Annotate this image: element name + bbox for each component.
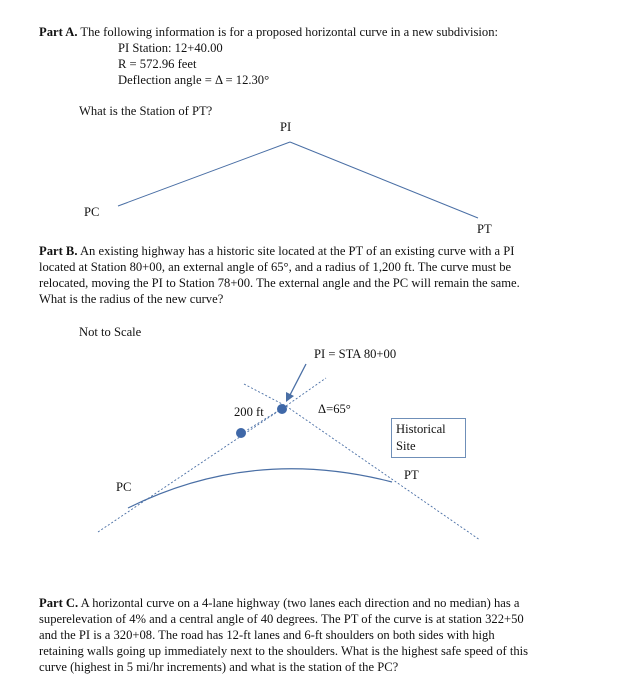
pt-label-a: PT — [477, 222, 492, 236]
part-b-heading: Part B. — [39, 244, 78, 258]
part-a-intro: The following information is for a proposed horizontal curve in a new subdivision: — [80, 25, 499, 39]
part-c-heading: Part C. — [39, 596, 79, 610]
pc-label-b: PC — [116, 480, 132, 494]
pi-arrow-head — [286, 392, 294, 402]
part-c-line-1 — [39, 596, 520, 612]
pi-pt-tangent-line — [290, 142, 478, 218]
radius-text: R = 572.96 feet — [118, 57, 197, 71]
pc-label-a: PC — [84, 205, 100, 219]
delta-label: Δ=65° — [318, 402, 351, 416]
part-a-question: What is the Station of PT? — [79, 104, 213, 118]
part-c-line-2: superelevation of 4% and a central angle of 40 degrees. The PT of the curve is at station 322+50 — [39, 612, 524, 626]
part-c-line-3: and the PI is a 320+08. The road has 12-ft lanes and 6-ft shoulders on both sides with high — [39, 628, 495, 642]
curve-arc — [128, 469, 392, 508]
pi-arrow-shaft — [290, 364, 306, 395]
part-a-heading: Part A. — [39, 25, 78, 39]
part-b-line-1 — [39, 244, 514, 260]
part-b-line-3: relocated, moving the PI to Station 78+00. The external angle and the PC will remain the same. — [39, 276, 520, 290]
pc-pi-tangent-line — [118, 142, 290, 206]
not-to-scale-note: Not to Scale — [79, 325, 142, 339]
deflection-angle-text: Deflection angle = Δ = 12.30° — [118, 73, 270, 87]
distance-label: 200 ft — [234, 405, 264, 419]
pi-station-text: PI Station: 12+40.00 — [118, 41, 223, 55]
old-pi-point — [277, 404, 287, 414]
pi-label-a: PI — [280, 120, 292, 134]
part-b-line-2: located at Station 80+00, an external angle of 65°, and a radius of 1,200 ft. The curve must be — [39, 260, 512, 274]
historical-site-box — [391, 418, 466, 458]
part-c-line-5: curve (highest in 5 mi/hr increments) and what is the station of the PC? — [39, 660, 399, 674]
extension-line-upper-left — [244, 384, 286, 406]
old-back-tangent-line — [98, 406, 286, 532]
part-b-line-4: What is the radius of the new curve? — [39, 292, 224, 306]
part-c-line-4: retaining walls going up immediately next to the shoulders. What is the highest safe speed of this — [39, 644, 529, 658]
part-c-text-1: A horizontal curve on a 4-lane highway (two lanes each direction and no median) has a — [80, 596, 520, 610]
pt-label-b: PT — [404, 468, 419, 482]
part-a-diagram — [84, 120, 492, 236]
new-pi-point — [236, 428, 246, 438]
pi-station-label: PI = STA 80+00 — [314, 347, 397, 361]
historical-site-label-line1: Historical — [396, 422, 446, 436]
historical-site-label-line2: Site — [396, 439, 416, 453]
part-b-text-1: An existing highway has a historic site located at the PT of an existing curve with a PI — [79, 244, 515, 258]
